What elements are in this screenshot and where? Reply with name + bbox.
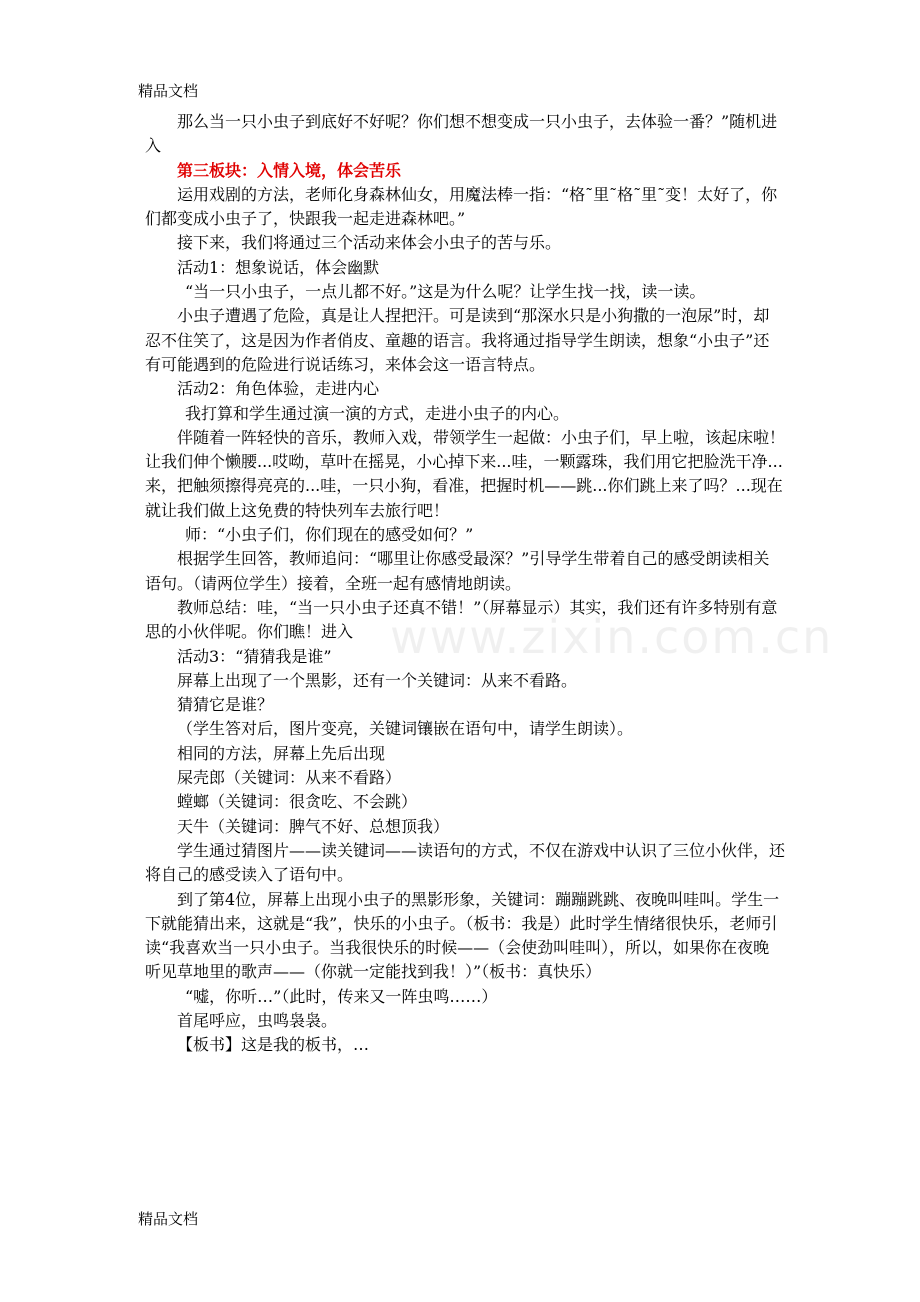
paragraph: “当一只小虫子，一点儿都不好。”这是为什么呢？让学生找一找，读一读。: [185, 282, 706, 302]
paragraph: 小虫子遭遇了危险，真是让人捏把汗。可是读到“那深水只是小狗撒的一泡尿”时，却忍不住笑了，这是因为作者俏皮、童趣的语言。我将通过指导学生朗读，想象“小虫子”还有可能遇到的危险进行说话练习，来体会这一语言特点。: [145, 306, 770, 374]
list-item: 屎壳郎（关键词：从来不看路）: [177, 768, 402, 788]
paragraph: “嘘，你听…”（此时，传来又一阵虫鸣……）: [185, 986, 498, 1006]
list-item: 天牛（关键词：脾气不好、总想顶我）: [177, 816, 450, 836]
page-footer: 精品文档: [138, 1210, 199, 1228]
section-heading: 第三板块：入情入境，体会苦乐: [177, 160, 402, 180]
paragraph: 我打算和学生通过演一演的方式，走进小虫子的内心。: [185, 403, 570, 423]
paragraph: （学生答对后，图片变亮，关键词镶嵌在语句中，请学生朗读）。: [177, 719, 634, 739]
document-body: [145, 110, 785, 1058]
paragraph: 首尾呼应，虫鸣袅袅。: [177, 1010, 338, 1030]
paragraph: 教师总结：哇，“当一只小虫子还真不错！”（屏幕显示）其实，我们还有许多特别有意思的小伙伴呢。你们瞧！进入: [145, 597, 778, 642]
paragraph: 那么当一只小虫子到底好不好呢？你们想不想变成一只小虫子，去体验一番？”随机进入: [145, 112, 778, 156]
activity-heading: 活动1：想象说话，体会幽默: [177, 257, 380, 277]
paragraph: 到了第4位，屏幕上出现小虫子的黑影形象，关键词：蹦蹦跳跳、夜晚叫哇叫。学生一下就能猜出来，这就是“我”，快乐的小虫子。（板书：我是）此时学生情绪很快乐，老师引读“我喜欢当一只小虫子。当我很快乐的时候——（会使劲叫哇叫），所以，如果你在夜晚听见草地里的歌声——（你就一定能找到我！）”（板书：真快乐）: [145, 889, 780, 982]
paragraph: 接下来，我们将通过三个活动来体会小虫子的苦与乐。: [177, 233, 562, 253]
watermark: www.zixin.com.cn: [390, 610, 834, 664]
list-item: 螳螂（关键词：很贪吃、不会跳）: [177, 792, 418, 812]
page-header: 精品文档: [138, 82, 199, 100]
paragraph: 学生通过猜图片——读关键词——读语句的方式，不仅在游戏中认识了三位小伙伴，还将自己的感受读入了语句中。: [145, 840, 786, 885]
paragraph: 根据学生回答，教师追问：“哪里让你感受最深？”引导学生带着自己的感受朗读相关语句。（请两位学生）接着，全班一起有感情地朗读。: [145, 549, 770, 593]
paragraph: 师：“小虫子们，你们现在的感受如何？”: [185, 525, 474, 545]
paragraph: 屏幕上出现了一个黑影，还有一个关键词：从来不看路。: [177, 670, 578, 690]
paragraph: 运用戏剧的方法，老师化身森林仙女，用魔法棒一指：“格˜里˜格˜里˜变！太好了，你们都变成小虫子了，快跟我一起走进森林吧。”: [145, 184, 778, 229]
activity-heading: 活动3：“猜猜我是谁”: [177, 646, 332, 666]
paragraph: 相同的方法，屏幕上先后出现: [177, 743, 386, 763]
activity-heading: 活动2：角色体验，走进内心: [177, 379, 380, 399]
paragraph: 猜猜它是谁？: [177, 695, 274, 715]
paragraph: 伴随着一阵轻快的音乐，教师入戏，带领学生一起做：小虫子们，早上啦，该起床啦！让我们伸个懒腰...哎呦，草叶在摇晃，小心掉下来...哇，一颗露珠，我们用它把脸洗干净...来，把触须擦得亮亮的...哇，一只小狗，看准，把握时机——跳...你们跳上来了吗？...现在就让我们做上这免费的特快列车去旅行吧！: [145, 427, 786, 520]
paragraph: 【板书】这是我的板书，…: [177, 1035, 370, 1055]
